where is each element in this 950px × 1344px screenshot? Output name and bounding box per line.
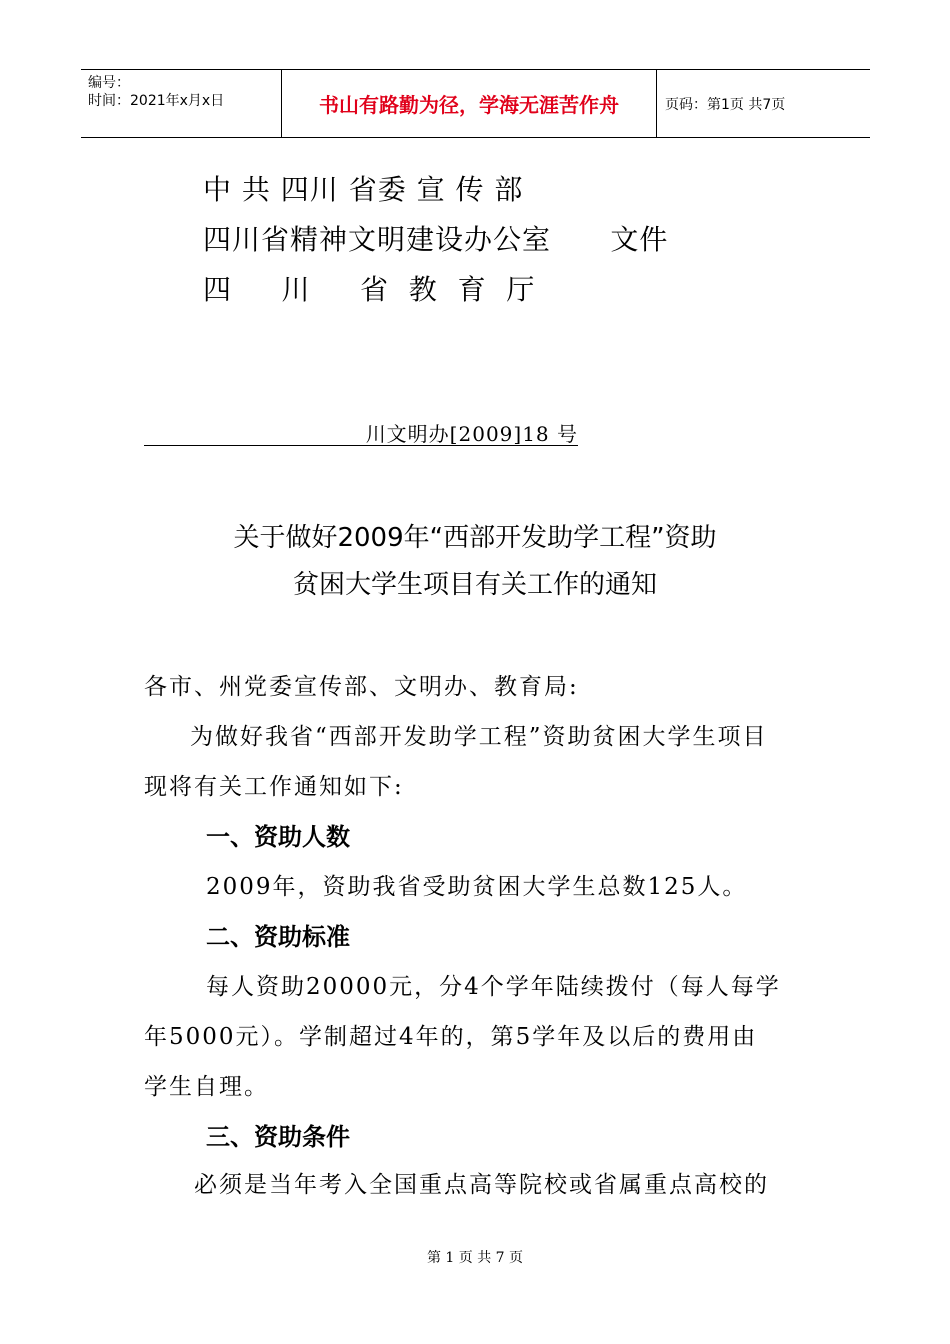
header-meta-cell bbox=[81, 70, 282, 137]
intro-line-2: 现将有关工作通知如下: bbox=[144, 774, 404, 800]
page-header-table bbox=[81, 69, 870, 138]
section-heading-3: 三、资助条件 bbox=[206, 1123, 350, 1151]
issuer-line-3: 四 川 省 教 育 厅 bbox=[203, 273, 536, 306]
section-3-line-1: 必须是当年考入全国重点高等院校或省属重点高校的 bbox=[194, 1172, 769, 1198]
document-number: 川文明办[2009]18 号 bbox=[365, 422, 578, 446]
time-label: 时间：2021年x月x日 bbox=[88, 93, 225, 109]
section-1-text: 2009年，资助我省受助贫困大学生总数125人。 bbox=[206, 874, 748, 900]
issuer-line-2: 四川省精神文明建设办公室 文件 bbox=[203, 223, 669, 256]
section-2-line-3: 学生自理。 bbox=[144, 1074, 269, 1100]
notice-title-line-2: 贫困大学生项目有关工作的通知 bbox=[292, 570, 657, 600]
notice-title-line-1: 关于做好2009年“西部开发助学工程”资助 bbox=[233, 523, 717, 553]
section-heading-1: 一、资助人数 bbox=[206, 823, 350, 851]
issuer-line-1: 中 共 四川 省委 宣 传 部 bbox=[203, 173, 524, 206]
code-label: 编号： bbox=[88, 75, 130, 91]
section-heading-2: 二、资助标准 bbox=[206, 923, 350, 951]
salutation: 各市、州党委宣传部、文明办、教育局: bbox=[144, 674, 579, 700]
section-2-line-2: 年5000元）。学制超过4年的，第5学年及以后的费用由 bbox=[144, 1024, 758, 1050]
header-page-label: 页码：第1页 共7页 bbox=[665, 96, 786, 113]
section-2-line-1: 每人资助20000元，分4个学年陆续拨付（每人每学 bbox=[206, 974, 781, 1000]
page-footer: 第 1 页 共 7 页 bbox=[426, 1250, 524, 1266]
header-motto: 书山有路勤为径，学海无涯苦作舟 bbox=[282, 70, 657, 137]
intro-line-1: 为做好我省“西部开发助学工程”资助贫困大学生项目 bbox=[190, 724, 768, 750]
document-number-rule bbox=[144, 445, 578, 446]
